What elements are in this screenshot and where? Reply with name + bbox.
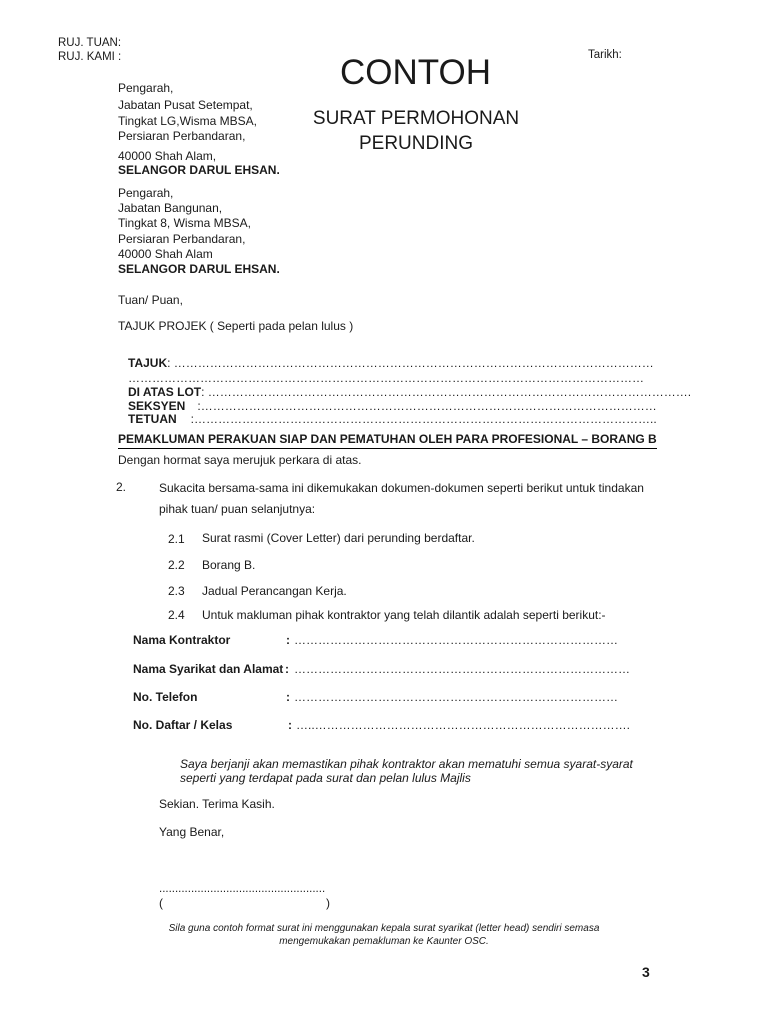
paragraph-number: 2. [116,480,127,494]
lot-dots: : …………………………………………………………………………………………………………. [201,385,692,399]
salutation: Tuan/ Puan, [118,293,183,307]
pledge-line1: Saya berjanji akan memastikan pihak kontraktor akan mematuhi semua syarat-syarat [180,757,633,771]
address-line: Tingkat 8, Wisma MBSA, [118,216,251,230]
document-title: CONTOH [340,53,492,92]
page-number: 3 [642,964,650,980]
ruj-kami: RUJ. KAMI : [58,51,122,63]
tetuan-label: TETUAN [128,412,177,426]
list-item: Untuk makluman pihak kontraktor yang telah dilantik adalah seperti berikut:- [202,608,606,622]
lot-label: DI ATAS LOT [128,385,202,399]
list-item: Surat rasmi (Cover Letter) dari perunding berdaftar. [202,531,475,545]
field-dots: …..……………………………………………………………………. [296,718,631,732]
ruj-tuan: RUJ. TUAN: [58,37,122,49]
list-item-number: 2.2 [168,558,185,572]
address-line: Jabatan Bangunan, [118,201,223,215]
project-heading: TAJUK PROJEK ( Seperti pada pelan lulus ) [118,319,354,333]
field-label: Nama Syarikat dan Alamat [133,662,284,676]
address-line: Jabatan Pusat Setempat, [118,98,253,112]
seksyen-dots: :…………………………………………………………………………………………………… [197,399,657,413]
field-dots: ……………………………………………………………………… [294,633,618,647]
notice-heading: PEMAKLUMAN PERAKUAN SIAP DAN PEMATUHAN OLEH PARA PROFESIONAL – BORANG B [118,432,657,449]
document-subtitle-line2: PERUNDING [358,133,473,154]
list-item: Jadual Perancangan Kerja. [202,584,347,598]
field-colon: : [288,718,292,732]
address-line: 40000 Shah Alam [118,247,213,261]
address-line: 40000 Shah Alam, [118,149,217,163]
paragraph-text-line2: pihak tuan/ puan selanjutnya: [159,502,316,516]
tajuk-dots: : ………………………………………………………………………………………………………… [167,356,654,370]
address-state: SELANGOR DARUL EHSAN. [118,262,280,276]
document-subtitle-line1: SURAT PERMOHONAN [312,108,520,129]
tajuk-label: TAJUK [128,356,168,370]
lot-row [128,385,691,400]
field-dots: ………………………………………………………………………… [294,662,630,676]
footnote-line1: Sila guna contoh format surat ini menggunakan kepala surat syarikat (letter head) sendiri semasa [168,923,600,934]
list-item: Borang B. [202,558,256,572]
list-item-number: 2.3 [168,584,185,598]
tetuan-dots: :…………………………………………………………………………………………………….. [190,412,657,426]
footnote-line2: mengemukakan pemakluman ke Kaunter OSC. [279,936,489,947]
address-line: Persiaran Perbandaran, [118,232,246,246]
field-colon: : [285,662,289,676]
tarikh-label: Tarikh: [588,49,622,61]
address-line: Pengarah, [118,186,174,200]
pledge-line2: seperti yang terdapat pada surat dan pelan lulus Majlis [180,771,471,785]
field-label: No. Daftar / Kelas [133,718,233,732]
closing-thanks: Sekian. Terima Kasih. [159,797,275,811]
seksyen-label: SEKSYEN [128,399,186,413]
tajuk-row [128,356,654,371]
signature-open-paren: ( [159,896,163,910]
tetuan-row [128,412,657,427]
list-item-number: 2.4 [168,608,185,622]
address-line: Pengarah, [118,81,174,95]
field-colon: : [286,633,290,647]
signature-line: .................................................... [159,883,326,895]
closing-signoff: Yang Benar, [159,825,225,839]
field-label: Nama Kontraktor [133,633,231,647]
field-label: No. Telefon [133,690,198,704]
tajuk-dots-line2: ………………………………………………………………………………………………………………… [128,371,644,385]
list-item-number: 2.1 [168,532,185,546]
field-dots: ……………………………………………………………………… [294,690,618,704]
address-line: Persiaran Perbandaran, [118,129,246,143]
paragraph-text-line1: Sukacita bersama-sama ini dikemukakan dokumen-dokumen seperti berikut untuk tindakan [159,481,644,495]
field-colon: : [286,690,290,704]
signature-close-paren: ) [326,896,330,910]
intro-text: Dengan hormat saya merujuk perkara di atas. [118,453,362,467]
address-state: SELANGOR DARUL EHSAN. [118,163,280,177]
address-line: Tingkat LG,Wisma MBSA, [118,114,257,128]
